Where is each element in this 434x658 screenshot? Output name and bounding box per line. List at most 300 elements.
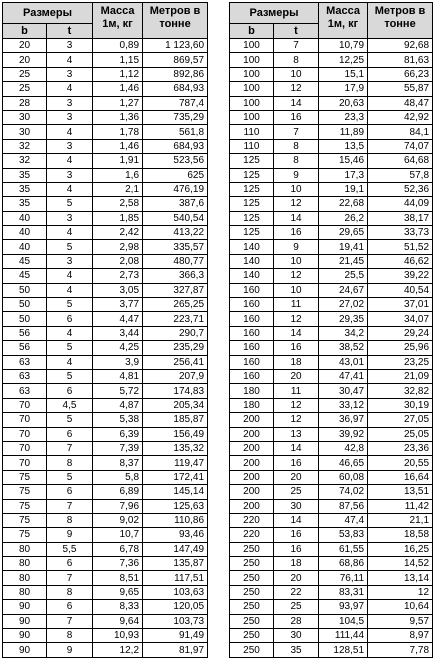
mass-cell: 1,78 xyxy=(93,125,143,139)
meters-per-ton-cell: 156,49 xyxy=(143,427,208,441)
meters-per-ton-cell: 145,14 xyxy=(143,485,208,499)
t-cell: 12 xyxy=(274,82,319,96)
b-cell: 200 xyxy=(230,427,274,441)
mass-cell: 24,67 xyxy=(319,283,368,297)
b-cell: 80 xyxy=(3,585,47,599)
mass-cell: 7,96 xyxy=(93,499,143,513)
t-cell: 12 xyxy=(274,413,319,427)
b-cell: 180 xyxy=(230,384,274,398)
meters-per-ton-cell: 81,63 xyxy=(368,53,433,67)
b-cell: 250 xyxy=(230,585,274,599)
t-cell: 8 xyxy=(47,456,93,470)
b-cell: 160 xyxy=(230,355,274,369)
mass-cell: 33,12 xyxy=(319,398,368,412)
table-row xyxy=(230,571,433,585)
t-cell: 9 xyxy=(47,643,93,657)
mass-cell: 17,3 xyxy=(319,168,368,182)
mass-header: Масса 1м, кг xyxy=(93,3,143,39)
meters-per-ton-cell: 29,24 xyxy=(368,326,433,340)
table-row xyxy=(230,485,433,499)
b-cell: 160 xyxy=(230,369,274,383)
mass-cell: 2,42 xyxy=(93,226,143,240)
table-row xyxy=(230,326,433,340)
meters-per-ton-cell: 16,25 xyxy=(368,542,433,556)
b-cell: 250 xyxy=(230,600,274,614)
b-cell: 100 xyxy=(230,67,274,81)
mass-cell: 23,3 xyxy=(319,110,368,124)
b-cell: 70 xyxy=(3,441,47,455)
mass-cell: 87,56 xyxy=(319,499,368,513)
meters-per-ton-cell: 205,34 xyxy=(143,398,208,412)
t-cell: 12 xyxy=(274,312,319,326)
table-row xyxy=(3,182,208,196)
t-cell: 4 xyxy=(47,82,93,96)
t-cell: 22 xyxy=(274,585,319,599)
t-cell: 8 xyxy=(47,585,93,599)
t-cell: 16 xyxy=(274,341,319,355)
mass-cell: 2,98 xyxy=(93,240,143,254)
table-row xyxy=(3,355,208,369)
mass-cell: 19,1 xyxy=(319,182,368,196)
t-cell: 4 xyxy=(47,283,93,297)
meters-per-ton-cell: 1 123,60 xyxy=(143,39,208,53)
t-cell: 20 xyxy=(274,369,319,383)
t-cell: 3 xyxy=(47,67,93,81)
b-cell: 90 xyxy=(3,600,47,614)
t-cell: 25 xyxy=(274,600,319,614)
mass-cell: 22,68 xyxy=(319,197,368,211)
b-cell: 75 xyxy=(3,485,47,499)
table-row xyxy=(230,355,433,369)
meters-per-ton-cell: 125,63 xyxy=(143,499,208,513)
table-row xyxy=(3,528,208,542)
mass-cell: 2,58 xyxy=(93,197,143,211)
meters-per-ton-cell: 135,87 xyxy=(143,557,208,571)
b-cell: 100 xyxy=(230,53,274,67)
t-cell: 9 xyxy=(274,240,319,254)
t-cell: 4 xyxy=(47,355,93,369)
b-cell: 250 xyxy=(230,571,274,585)
mass-cell: 30,47 xyxy=(319,384,368,398)
mass-cell: 61,55 xyxy=(319,542,368,556)
meters-per-ton-cell: 27,05 xyxy=(368,413,433,427)
mass-cell: 11,89 xyxy=(319,125,368,139)
mass-cell: 15,1 xyxy=(319,67,368,81)
t-cell: 7 xyxy=(274,39,319,53)
sizes-header: Размеры xyxy=(3,3,93,24)
meters-per-ton-cell: 23,25 xyxy=(368,355,433,369)
table-row xyxy=(3,341,208,355)
meters-per-ton-cell: 684,93 xyxy=(143,139,208,153)
b-cell: 63 xyxy=(3,384,47,398)
b-cell: 32 xyxy=(3,154,47,168)
table-row xyxy=(230,629,433,643)
b-cell: 220 xyxy=(230,528,274,542)
table-row xyxy=(230,125,433,139)
mass-cell: 128,51 xyxy=(319,643,368,657)
b-cell: 40 xyxy=(3,211,47,225)
meters-per-ton-cell: 14,52 xyxy=(368,557,433,571)
mass-cell: 7,39 xyxy=(93,441,143,455)
meters-per-ton-cell: 174,83 xyxy=(143,384,208,398)
t-cell: 4 xyxy=(47,182,93,196)
meters-per-ton-cell: 37,01 xyxy=(368,298,433,312)
mass-cell: 10,7 xyxy=(93,528,143,542)
table-row xyxy=(230,139,433,153)
mass-cell: 3,77 xyxy=(93,298,143,312)
table-row xyxy=(230,39,433,53)
mass-cell: 1,85 xyxy=(93,211,143,225)
t-cell: 14 xyxy=(274,513,319,527)
mass-cell: 17,9 xyxy=(319,82,368,96)
b-cell: 125 xyxy=(230,226,274,240)
b-cell: 200 xyxy=(230,441,274,455)
b-cell: 100 xyxy=(230,82,274,96)
b-cell: 180 xyxy=(230,398,274,412)
t-cell: 6 xyxy=(47,557,93,571)
t-cell: 3 xyxy=(47,254,93,268)
b-cell: 200 xyxy=(230,456,274,470)
meters-per-ton-cell: 51,52 xyxy=(368,240,433,254)
table-row xyxy=(3,585,208,599)
t-cell: 11 xyxy=(274,384,319,398)
t-cell: 28 xyxy=(274,614,319,628)
table-row xyxy=(3,39,208,53)
meters-per-ton-cell: 33,73 xyxy=(368,226,433,240)
table-row xyxy=(3,441,208,455)
table-row xyxy=(230,298,433,312)
t-cell: 6 xyxy=(47,384,93,398)
meters-per-ton-cell: 8,97 xyxy=(368,629,433,643)
meters-per-ton-cell: 235,29 xyxy=(143,341,208,355)
meters-per-ton-cell: 13,51 xyxy=(368,485,433,499)
t-cell: 12 xyxy=(274,269,319,283)
mass-cell: 83,31 xyxy=(319,585,368,599)
mass-cell: 7,36 xyxy=(93,557,143,571)
meters-per-ton-cell: 32,82 xyxy=(368,384,433,398)
mass-cell: 4,47 xyxy=(93,312,143,326)
meters-per-ton-cell: 327,87 xyxy=(143,283,208,297)
b-cell: 56 xyxy=(3,341,47,355)
table-row xyxy=(3,53,208,67)
mass-cell: 68,86 xyxy=(319,557,368,571)
table-row xyxy=(3,168,208,182)
b-cell: 250 xyxy=(230,542,274,556)
meters-per-ton-cell: 9,57 xyxy=(368,614,433,628)
b-cell: 100 xyxy=(230,110,274,124)
table-row xyxy=(3,269,208,283)
table-row xyxy=(230,614,433,628)
meters-per-ton-cell: 110,86 xyxy=(143,513,208,527)
t-cell: 3 xyxy=(47,96,93,110)
b-cell: 20 xyxy=(3,53,47,67)
b-cell: 160 xyxy=(230,341,274,355)
b-cell: 75 xyxy=(3,513,47,527)
meters-per-ton-cell: 40,54 xyxy=(368,283,433,297)
right-table-body xyxy=(230,39,433,658)
t-cell: 5 xyxy=(47,413,93,427)
mass-cell: 9,65 xyxy=(93,585,143,599)
b-cell: 70 xyxy=(3,413,47,427)
mass-cell: 104,5 xyxy=(319,614,368,628)
mass-cell: 10,79 xyxy=(319,39,368,53)
mass-cell: 46,65 xyxy=(319,456,368,470)
mass-cell: 47,4 xyxy=(319,513,368,527)
b-cell: 70 xyxy=(3,456,47,470)
meters-per-ton-cell: 21,1 xyxy=(368,513,433,527)
b-cell: 200 xyxy=(230,470,274,484)
meters-per-ton-cell: 25,05 xyxy=(368,427,433,441)
table-row xyxy=(3,67,208,81)
table-row xyxy=(230,211,433,225)
table-row xyxy=(230,312,433,326)
table-row xyxy=(230,398,433,412)
b-cell: 28 xyxy=(3,96,47,110)
b-cell: 125 xyxy=(230,211,274,225)
b-cell: 125 xyxy=(230,197,274,211)
t-cell: 11 xyxy=(274,298,319,312)
table-row xyxy=(3,384,208,398)
b-cell: 63 xyxy=(3,369,47,383)
meters-per-ton-cell: 48,47 xyxy=(368,96,433,110)
t-cell: 6 xyxy=(47,600,93,614)
meters-per-ton-cell: 25,96 xyxy=(368,341,433,355)
mass-cell: 8,51 xyxy=(93,571,143,585)
t-cell: 14 xyxy=(274,326,319,340)
mass-cell: 6,89 xyxy=(93,485,143,499)
mass-cell: 3,05 xyxy=(93,283,143,297)
meters-per-ton-cell: 147,49 xyxy=(143,542,208,556)
b-header: b xyxy=(3,24,47,39)
meters-per-ton-cell: 74,07 xyxy=(368,139,433,153)
t-cell: 6 xyxy=(47,312,93,326)
mass-cell: 53,83 xyxy=(319,528,368,542)
b-cell: 200 xyxy=(230,499,274,513)
b-cell: 90 xyxy=(3,614,47,628)
meters-per-ton-cell: 476,19 xyxy=(143,182,208,196)
meters-per-ton-cell: 30,19 xyxy=(368,398,433,412)
b-cell: 125 xyxy=(230,168,274,182)
meters-per-ton-cell: 38,17 xyxy=(368,211,433,225)
meters-per-ton-cell: 185,87 xyxy=(143,413,208,427)
mass-cell: 1,6 xyxy=(93,168,143,182)
t-cell: 8 xyxy=(274,154,319,168)
meters-per-ton-cell: 684,93 xyxy=(143,82,208,96)
b-cell: 40 xyxy=(3,240,47,254)
mass-cell: 19,41 xyxy=(319,240,368,254)
meters-per-ton-cell: 55,87 xyxy=(368,82,433,96)
b-cell: 160 xyxy=(230,312,274,326)
b-cell: 250 xyxy=(230,629,274,643)
t-cell: 7 xyxy=(47,441,93,455)
t-cell: 10 xyxy=(274,254,319,268)
meters-per-ton-cell: 265,25 xyxy=(143,298,208,312)
mass-cell: 2,1 xyxy=(93,182,143,196)
t-cell: 10 xyxy=(274,67,319,81)
meters-per-ton-cell: 787,4 xyxy=(143,96,208,110)
t-cell: 4 xyxy=(47,269,93,283)
b-cell: 40 xyxy=(3,226,47,240)
mass-cell: 27,02 xyxy=(319,298,368,312)
b-cell: 50 xyxy=(3,283,47,297)
table-row xyxy=(230,456,433,470)
meters-per-ton-cell: 21,09 xyxy=(368,369,433,383)
t-cell: 7 xyxy=(47,499,93,513)
table-row xyxy=(230,53,433,67)
meters-per-ton-cell: 64,68 xyxy=(368,154,433,168)
mass-cell: 29,65 xyxy=(319,226,368,240)
t-cell: 8 xyxy=(47,629,93,643)
t-cell: 35 xyxy=(274,643,319,657)
mass-cell: 6,39 xyxy=(93,427,143,441)
t-cell: 25 xyxy=(274,485,319,499)
t-cell: 16 xyxy=(274,456,319,470)
meters-per-ton-cell: 18,58 xyxy=(368,528,433,542)
mass-cell: 4,81 xyxy=(93,369,143,383)
t-cell: 3 xyxy=(47,110,93,124)
meters-per-ton-cell: 81,97 xyxy=(143,643,208,657)
b-cell: 30 xyxy=(3,110,47,124)
b-cell: 140 xyxy=(230,240,274,254)
meters-per-ton-cell: 172,41 xyxy=(143,470,208,484)
mass-cell: 25,5 xyxy=(319,269,368,283)
table-row xyxy=(230,513,433,527)
table-row xyxy=(230,427,433,441)
meters-per-ton-cell: 366,3 xyxy=(143,269,208,283)
table-row xyxy=(3,485,208,499)
mass-header: Масса 1м, кг xyxy=(319,3,368,39)
meters-per-ton-cell: 10,64 xyxy=(368,600,433,614)
table-row xyxy=(230,283,433,297)
mass-cell: 1,46 xyxy=(93,139,143,153)
b-cell: 200 xyxy=(230,485,274,499)
table-row xyxy=(3,369,208,383)
table-row xyxy=(230,341,433,355)
table-row xyxy=(3,614,208,628)
table-row xyxy=(3,197,208,211)
b-cell: 45 xyxy=(3,269,47,283)
b-cell: 75 xyxy=(3,499,47,513)
mass-cell: 9,64 xyxy=(93,614,143,628)
t-cell: 9 xyxy=(47,528,93,542)
mass-cell: 2,08 xyxy=(93,254,143,268)
b-cell: 125 xyxy=(230,154,274,168)
t-cell: 6 xyxy=(47,427,93,441)
mass-cell: 20,63 xyxy=(319,96,368,110)
t-cell: 4 xyxy=(47,326,93,340)
b-cell: 90 xyxy=(3,629,47,643)
b-cell: 50 xyxy=(3,312,47,326)
t-cell: 5,5 xyxy=(47,542,93,556)
t-cell: 8 xyxy=(274,139,319,153)
t-cell: 9 xyxy=(274,168,319,182)
table-row xyxy=(3,283,208,297)
meters-per-ton-cell: 52,36 xyxy=(368,182,433,196)
t-cell: 7 xyxy=(47,571,93,585)
meters-per-ton-cell: 11,42 xyxy=(368,499,433,513)
meters-per-ton-cell: 103,73 xyxy=(143,614,208,628)
mass-cell: 9,02 xyxy=(93,513,143,527)
mass-cell: 74,02 xyxy=(319,485,368,499)
b-cell: 25 xyxy=(3,82,47,96)
left-steel-angle-table xyxy=(2,2,208,658)
b-cell: 35 xyxy=(3,182,47,196)
mass-cell: 3,44 xyxy=(93,326,143,340)
table-row xyxy=(3,96,208,110)
table-row xyxy=(3,456,208,470)
meters-per-ton-cell: 66,23 xyxy=(368,67,433,81)
meters-per-ton-cell: 135,32 xyxy=(143,441,208,455)
b-cell: 80 xyxy=(3,542,47,556)
table-row xyxy=(3,513,208,527)
t-cell: 5 xyxy=(47,369,93,383)
t-cell: 6 xyxy=(47,485,93,499)
table-row xyxy=(230,226,433,240)
mass-cell: 93,97 xyxy=(319,600,368,614)
meters-per-ton-cell: 223,71 xyxy=(143,312,208,326)
t-cell: 18 xyxy=(274,557,319,571)
t-cell: 8 xyxy=(47,513,93,527)
mass-cell: 1,12 xyxy=(93,67,143,81)
table-row xyxy=(3,226,208,240)
t-cell: 16 xyxy=(274,226,319,240)
table-row xyxy=(230,254,433,268)
b-cell: 250 xyxy=(230,557,274,571)
table-row xyxy=(3,125,208,139)
b-cell: 70 xyxy=(3,427,47,441)
table-row xyxy=(230,470,433,484)
table-row xyxy=(3,312,208,326)
table-row xyxy=(3,240,208,254)
t-cell: 5 xyxy=(47,341,93,355)
table-row xyxy=(3,643,208,657)
meters-per-ton-cell: 892,86 xyxy=(143,67,208,81)
table-row xyxy=(230,82,433,96)
mass-cell: 42,8 xyxy=(319,441,368,455)
table-row xyxy=(230,542,433,556)
meters-per-ton-cell: 91,49 xyxy=(143,629,208,643)
table-row xyxy=(230,499,433,513)
b-cell: 250 xyxy=(230,643,274,657)
t-cell: 16 xyxy=(274,528,319,542)
mass-cell: 5,38 xyxy=(93,413,143,427)
mass-cell: 36,97 xyxy=(319,413,368,427)
mass-cell: 3,9 xyxy=(93,355,143,369)
table-row xyxy=(230,197,433,211)
meters-per-ton-cell: 561,8 xyxy=(143,125,208,139)
t-cell: 8 xyxy=(274,53,319,67)
meters-per-ton-cell: 387,6 xyxy=(143,197,208,211)
mass-cell: 2,73 xyxy=(93,269,143,283)
table-row xyxy=(3,557,208,571)
t-cell: 10 xyxy=(274,182,319,196)
t-cell: 4,5 xyxy=(47,398,93,412)
table-row xyxy=(230,154,433,168)
mass-cell: 15,46 xyxy=(319,154,368,168)
table-row xyxy=(230,240,433,254)
mass-cell: 8,37 xyxy=(93,456,143,470)
table-row xyxy=(3,427,208,441)
meters-per-ton-cell: 84,1 xyxy=(368,125,433,139)
mass-cell: 38,52 xyxy=(319,341,368,355)
b-cell: 80 xyxy=(3,557,47,571)
meters-per-ton-cell: 46,62 xyxy=(368,254,433,268)
b-cell: 110 xyxy=(230,139,274,153)
t-cell: 4 xyxy=(47,125,93,139)
mass-cell: 29,35 xyxy=(319,312,368,326)
t-cell: 7 xyxy=(274,125,319,139)
b-cell: 125 xyxy=(230,182,274,196)
